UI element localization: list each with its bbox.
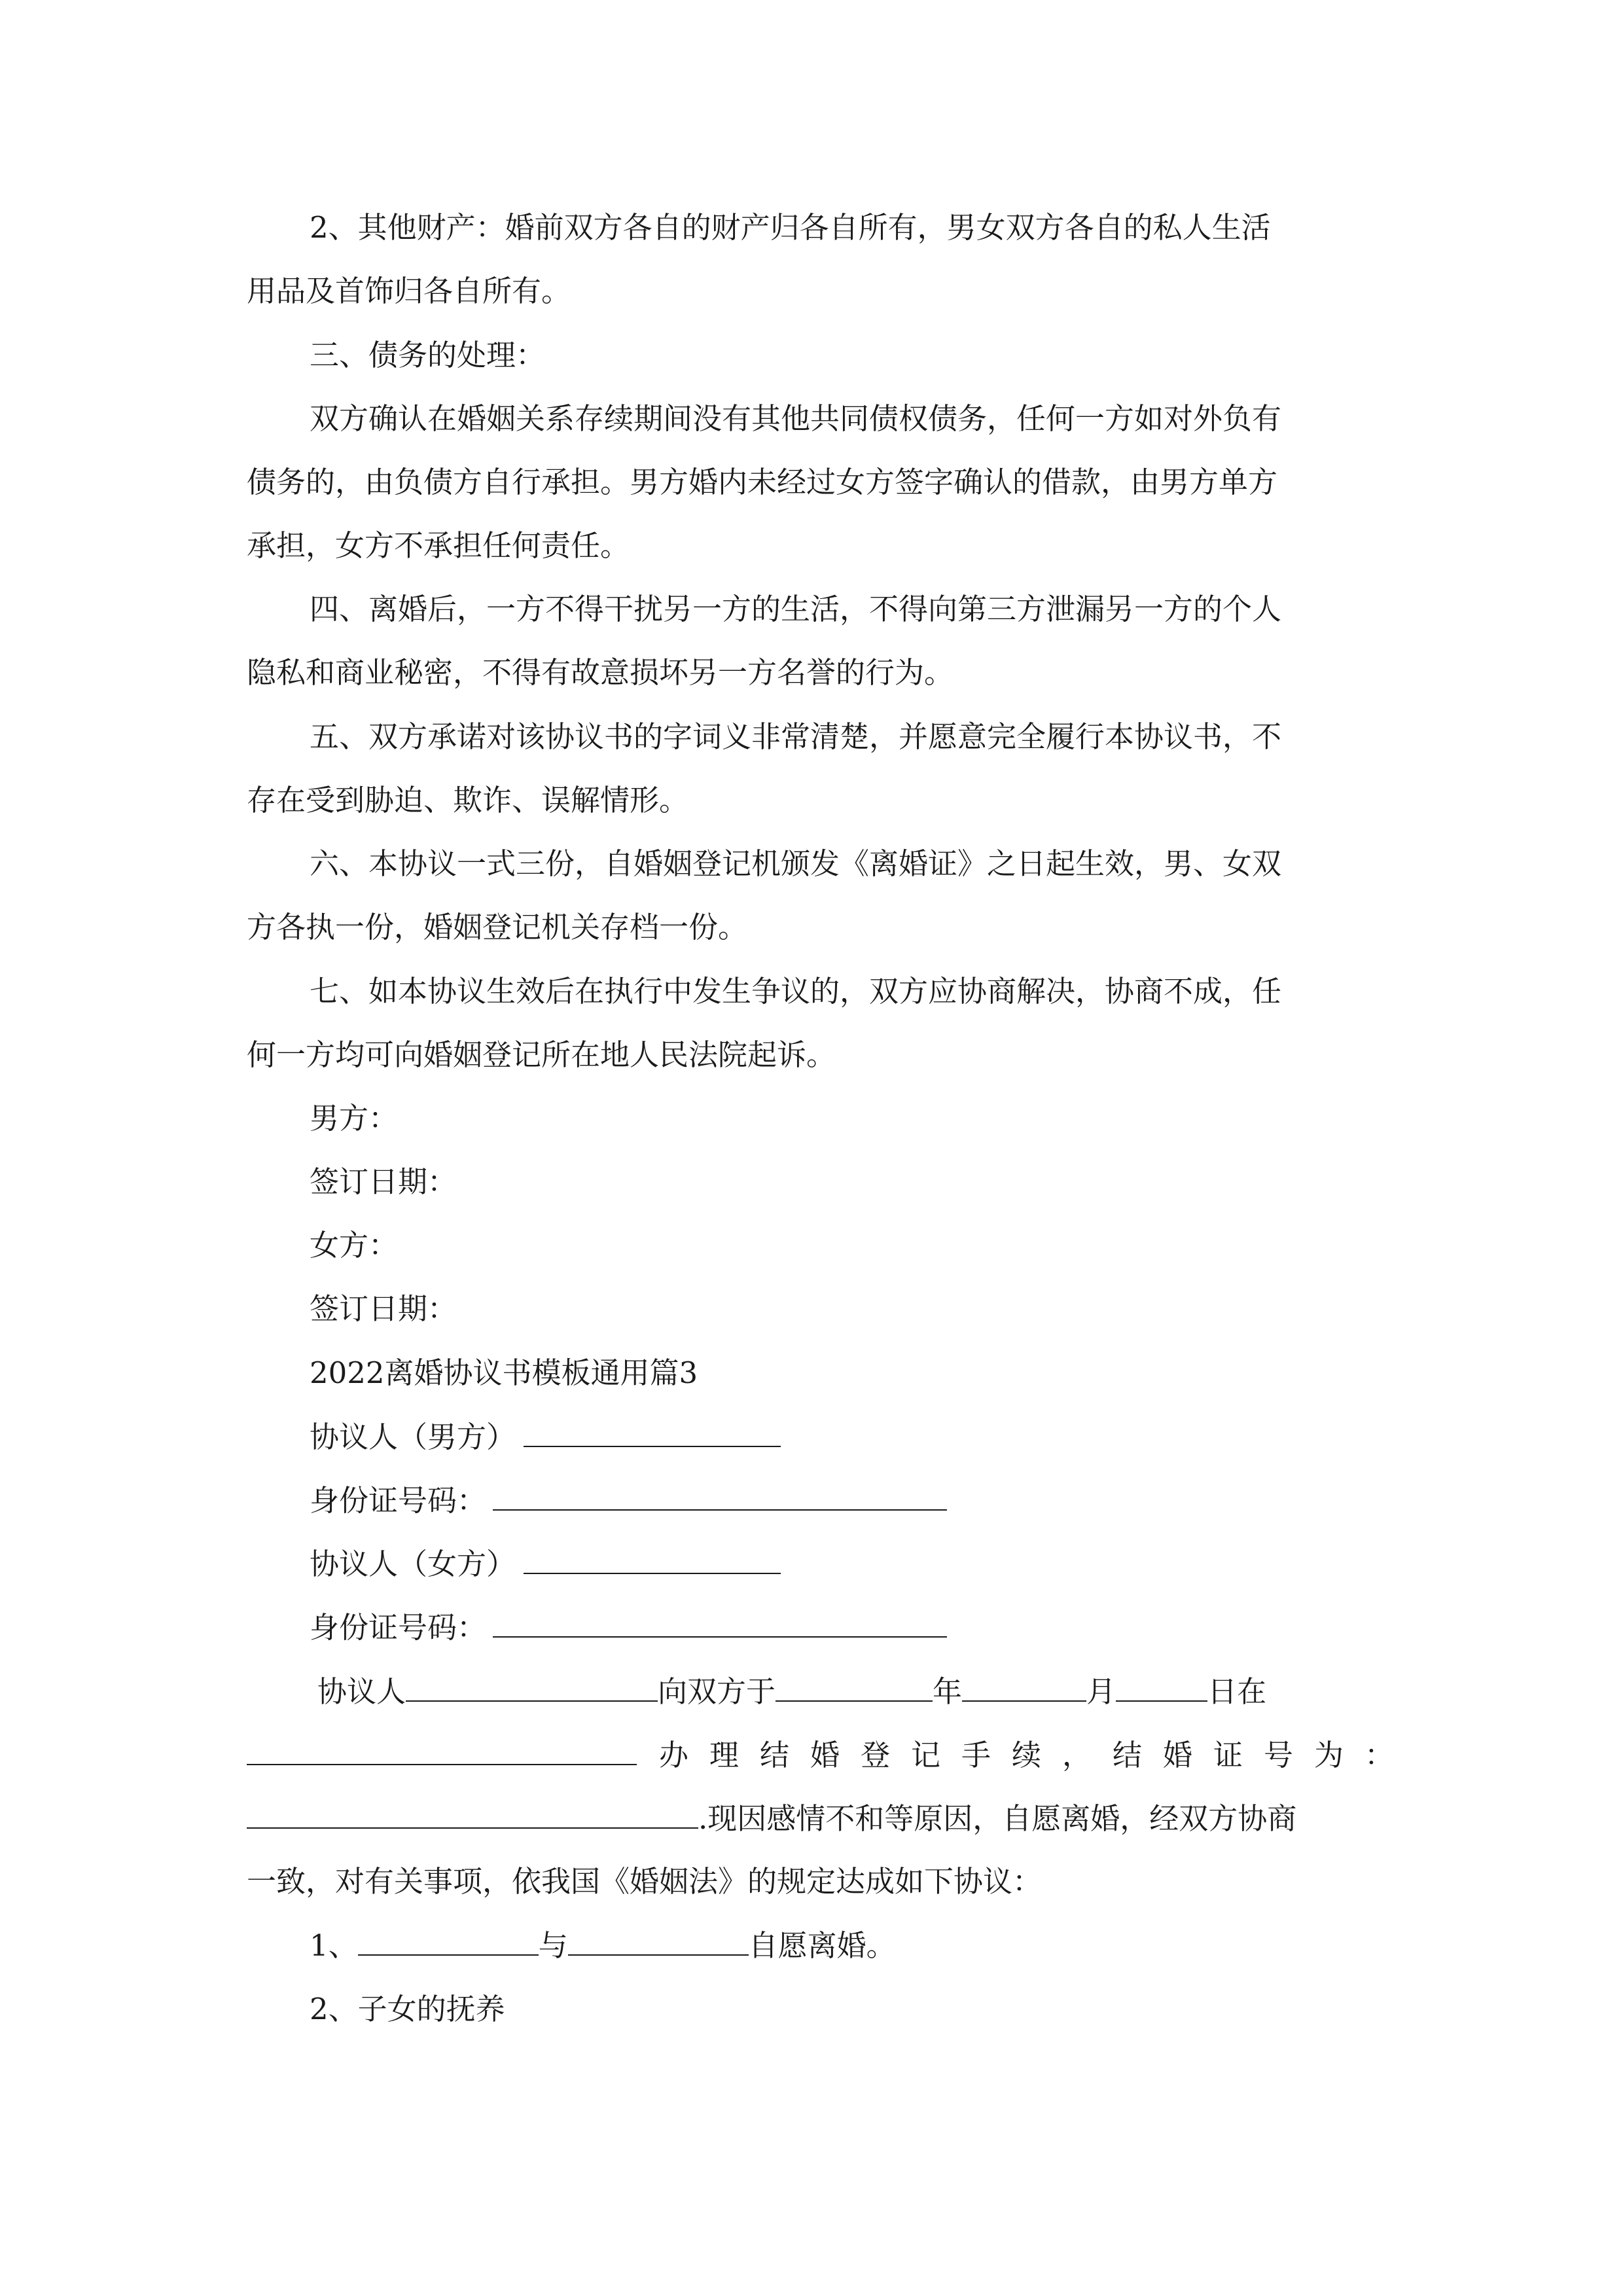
- fill-text: 年: [933, 1674, 963, 1709]
- female-id-field: [310, 1607, 947, 1647]
- male-party-label: 男方：: [310, 1101, 399, 1136]
- male-party-field: [310, 1417, 781, 1457]
- blank-line: [493, 1607, 947, 1638]
- item-text: 自愿离婚。: [748, 1928, 896, 1963]
- paragraph-line: 存在受到胁迫、欺诈、误解情形。: [247, 783, 689, 817]
- paragraph-line: 一致，对有关事项，依我国《婚姻法》的规定达成如下协议：: [247, 1864, 1043, 1899]
- paragraph-line: 2、其他财产：婚前双方各自的财产归各自所有，男女双方各自的私人生活: [310, 210, 1271, 245]
- reason-line: [247, 1799, 1296, 1839]
- blank-line: [568, 1926, 749, 1956]
- paragraph-line: 方各执一份，婚姻登记机关存档一份。: [247, 910, 748, 944]
- paragraph-line: 用品及首饰归各自所有。: [247, 274, 571, 308]
- paragraph-line: 债务的，由负债方自行承担。男方婚内未经过女方签字确认的借款，由男方单方: [247, 465, 1278, 499]
- blank-line: [1116, 1672, 1207, 1702]
- agreement-item-1: [310, 1926, 896, 1965]
- paragraph-line: 七、如本协议生效后在执行中发生争议的，双方应协商解决，协商不成，任: [310, 974, 1282, 1009]
- register-text: 办理结婚登记手续，结婚证号为：: [659, 1738, 1416, 1772]
- item-number: 1、: [310, 1928, 358, 1963]
- sign-date-label: 签订日期：: [310, 1164, 457, 1199]
- field-label: 身份证号码：: [310, 1610, 487, 1645]
- blank-line: [962, 1672, 1086, 1702]
- item-text: 与: [538, 1928, 568, 1963]
- document-subtitle: 2022离婚协议书模板通用篇3: [310, 1355, 698, 1390]
- paragraph-line: 五、双方承诺对该协议书的字词义非常清楚，并愿意完全履行本协议书，不: [310, 719, 1282, 754]
- fill-text: 协议人: [317, 1674, 406, 1709]
- marriage-fill-line: [317, 1672, 1266, 1712]
- reason-text: .现因感情不和等原因，自愿离婚，经双方协商: [698, 1801, 1297, 1836]
- blank-line: [524, 1417, 781, 1447]
- female-party-field: [310, 1544, 781, 1584]
- agreement-item-2: 2、子女的抚养: [310, 1992, 505, 2026]
- blank-line: [358, 1926, 539, 1956]
- blank-line: [247, 1799, 698, 1829]
- paragraph-line: 双方确认在婚姻关系存续期间没有其他共同债权债务，任何一方如对外负有: [310, 401, 1282, 436]
- blank-line: [247, 1735, 637, 1765]
- field-label: 身份证号码：: [310, 1483, 487, 1518]
- paragraph-line: 六、本协议一式三份，自婚姻登记机颁发《离婚证》之日起生效，男、女双: [310, 846, 1282, 881]
- fill-text: 日在: [1207, 1674, 1267, 1709]
- paragraph-line: 隐私和商业秘密，不得有故意损坏另一方名誉的行为。: [247, 655, 954, 690]
- field-label: 协议人（男方）: [310, 1420, 516, 1454]
- blank-line: [524, 1544, 781, 1574]
- blank-line: [406, 1672, 658, 1702]
- blank-line: [776, 1672, 933, 1702]
- field-label: 协议人（女方）: [310, 1547, 516, 1581]
- paragraph-line: 何一方均可向婚姻登记所在地人民法院起诉。: [247, 1037, 836, 1072]
- blank-line: [493, 1480, 947, 1511]
- paragraph-line: 承担，女方不承担任何责任。: [247, 528, 630, 563]
- fill-text: 月: [1086, 1674, 1116, 1709]
- register-line: [247, 1735, 1415, 1775]
- fill-text: 向双方于: [658, 1674, 776, 1709]
- sign-date-label: 签订日期：: [310, 1291, 457, 1326]
- paragraph-line: 四、离婚后，一方不得干扰另一方的生活，不得向第三方泄漏另一方的个人: [310, 592, 1282, 626]
- section-heading: 三、债务的处理：: [310, 338, 546, 372]
- female-party-label: 女方：: [310, 1228, 399, 1263]
- male-id-field: [310, 1480, 947, 1520]
